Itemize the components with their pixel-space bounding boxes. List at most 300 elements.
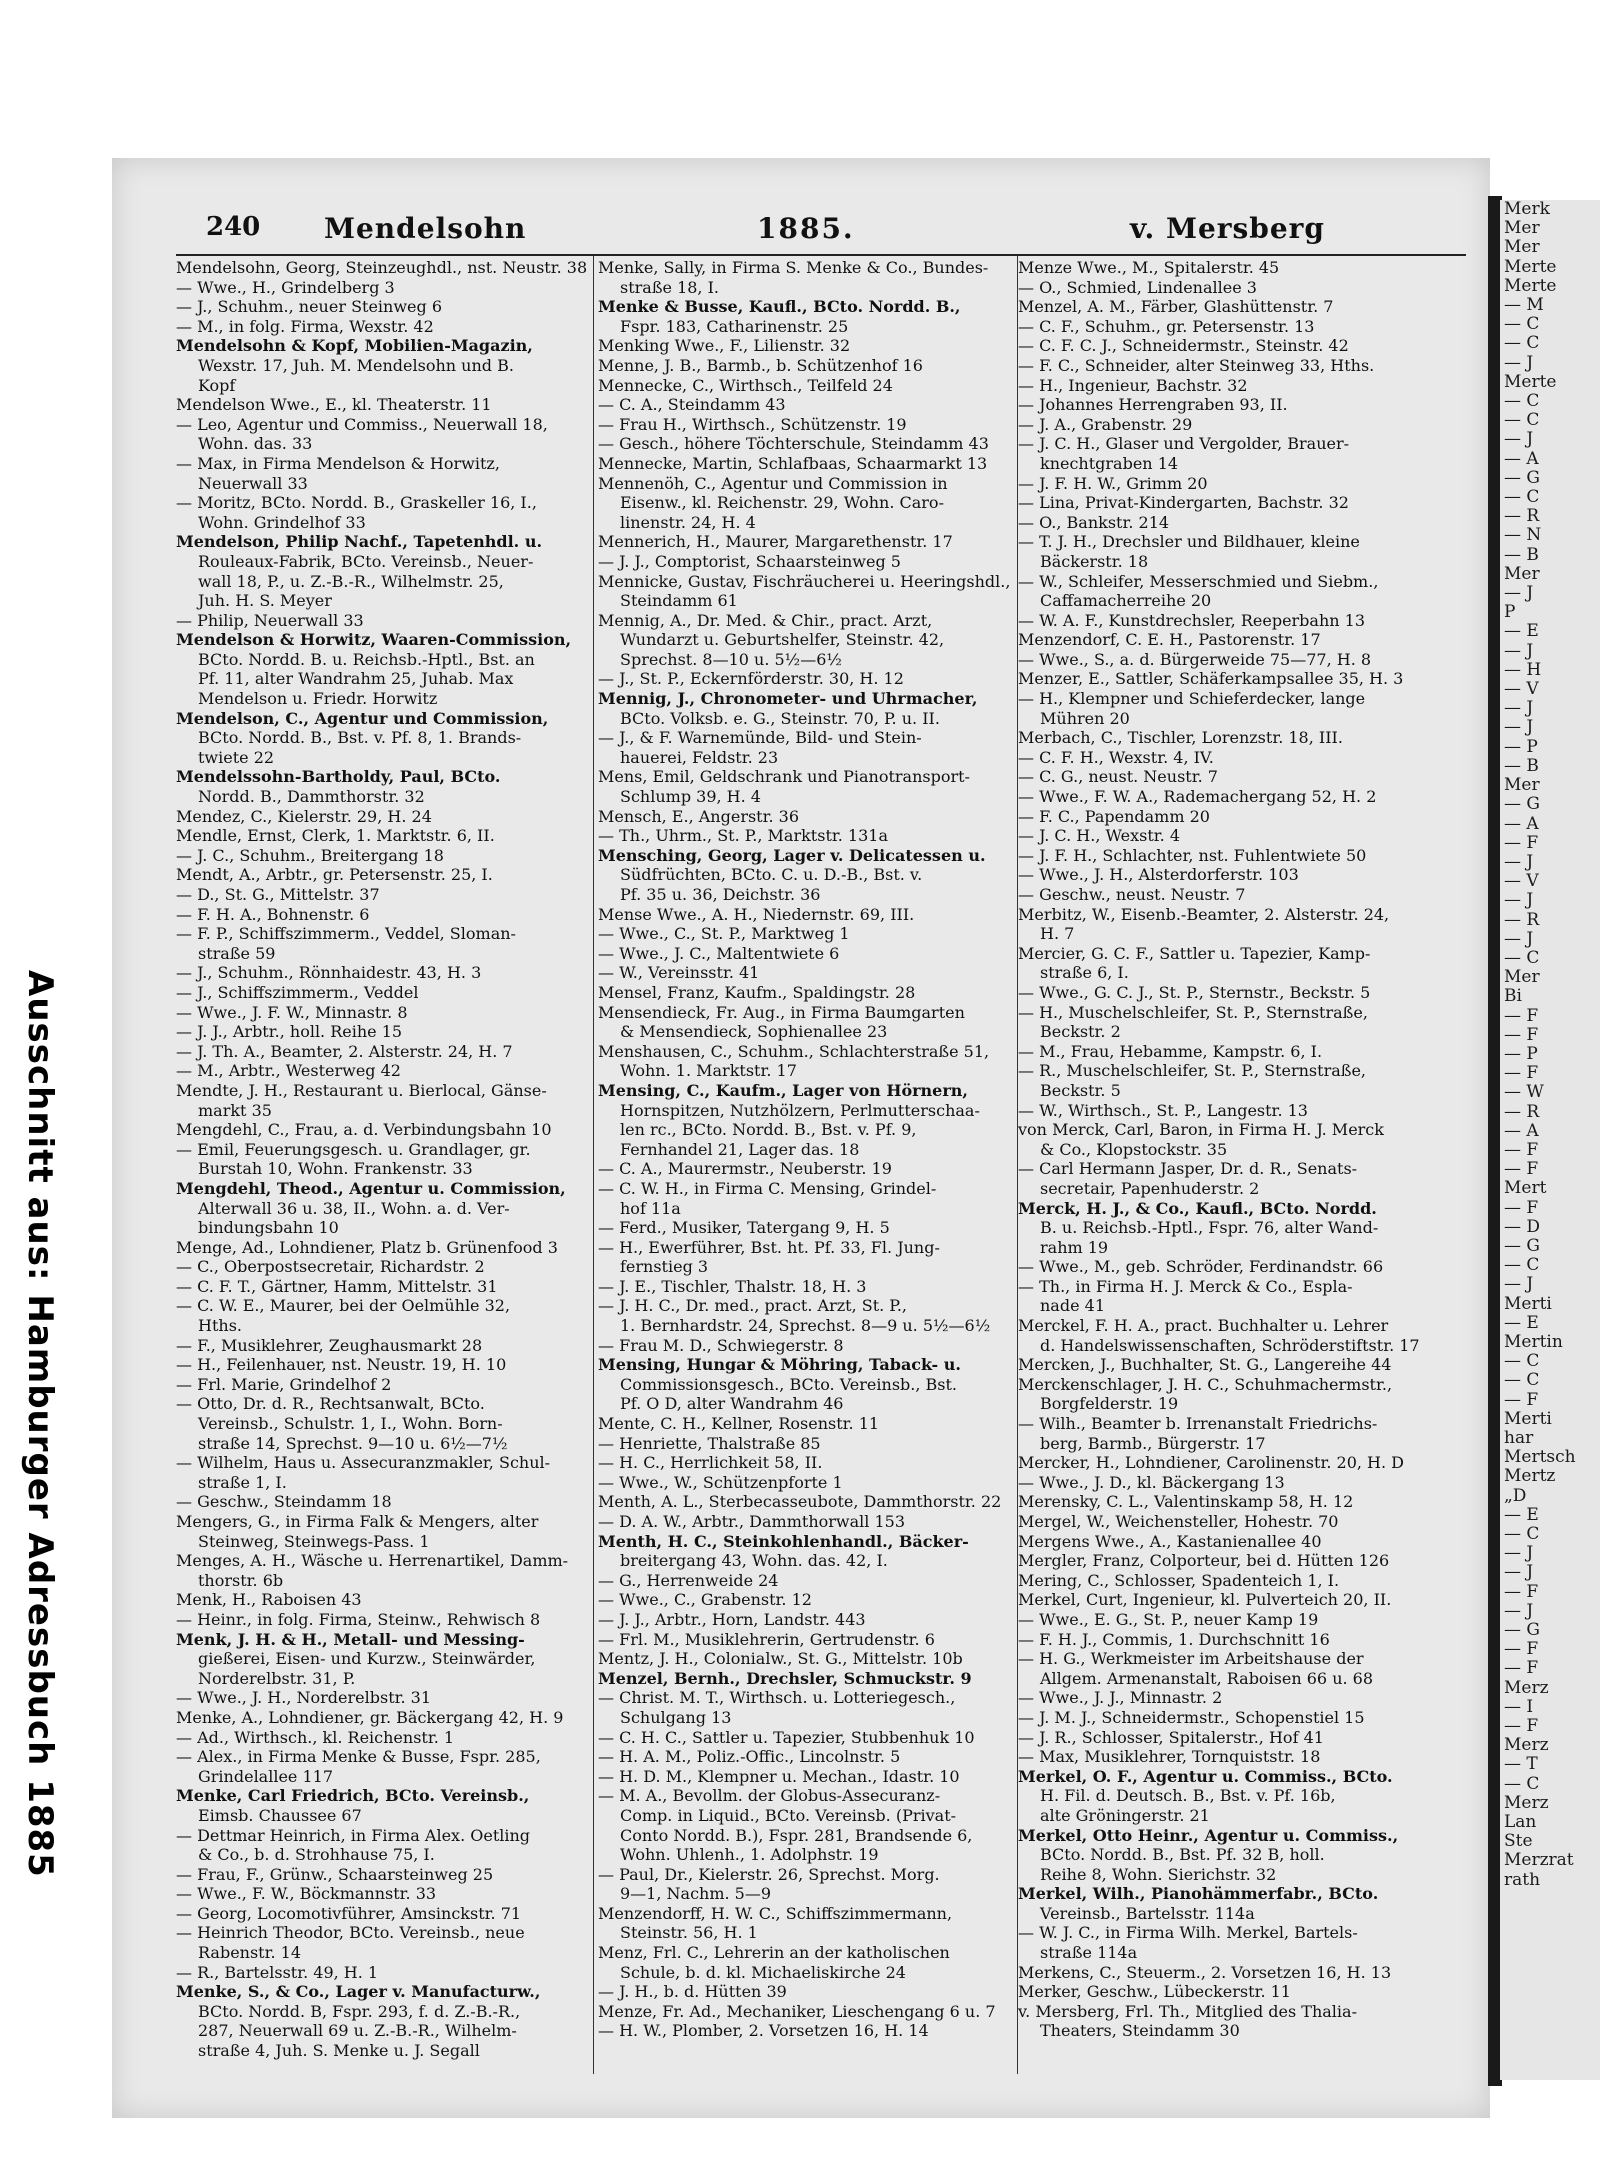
column-divider bbox=[593, 256, 594, 2074]
next-page-line: — C bbox=[1504, 333, 1540, 354]
next-page-line: — C bbox=[1504, 410, 1540, 431]
next-page-line: — J bbox=[1504, 698, 1534, 719]
directory-entry-line: Mens, Emil, Geldschrank und Pianotransport- bbox=[598, 767, 970, 787]
next-page-line: — J bbox=[1504, 1600, 1534, 1621]
directory-entry-line: Mennicke, Gustav, Fischräucherei u. Heeringshdl., bbox=[598, 571, 1011, 591]
directory-entry-line: — Wwe., E. G., St. P., neuer Kamp 19 bbox=[1018, 1609, 1319, 1629]
directory-entry-line: — C. F. C. J., Schneidermstr., Steinstr. 42 bbox=[1018, 336, 1349, 356]
directory-entry-line: BCto. Volksb. e. G., Steinstr. 70, P. u. II. bbox=[620, 708, 940, 728]
directory-entry-line: Rouleaux-Fabrik, BCto. Vereinsb., Neuer- bbox=[198, 551, 534, 571]
next-page-line: — I bbox=[1504, 1696, 1534, 1717]
directory-entry-line: Borgfelderstr. 19 bbox=[1040, 1394, 1179, 1414]
directory-entry-line: — F. C., Schneider, alter Steinweg 33, Hths. bbox=[1018, 355, 1375, 375]
next-page-line: — E bbox=[1504, 1312, 1539, 1333]
directory-entry-line: Wundarzt u. Geburtshelfer, Steinstr. 42, bbox=[620, 630, 945, 650]
directory-column-3 bbox=[1018, 258, 1463, 2088]
directory-entry-line: bindungsbahn 10 bbox=[198, 1218, 339, 1238]
directory-entry-line: — Wwe., J. J., Minnastr. 2 bbox=[1018, 1688, 1223, 1708]
directory-entry-line: secretair, Papenhuderstr. 2 bbox=[1040, 1178, 1260, 1198]
directory-entry-line: — H., Muschelschleifer, St. P., Sternstraße, bbox=[1018, 1002, 1368, 1022]
next-page-line: — R bbox=[1504, 506, 1540, 527]
directory-entry-line: — Henriette, Thalstraße 85 bbox=[598, 1433, 821, 1453]
directory-entry-heading: Menke, S., & Co., Lager v. Manufacturw., bbox=[176, 1982, 541, 2002]
next-page-line: — J bbox=[1504, 1543, 1534, 1564]
directory-entry-line: — D. A. W., Arbtr., Dammthorwall 153 bbox=[598, 1512, 905, 1531]
directory-entry-line: v. Mersberg, Frl. Th., Mitglied des Thalia- bbox=[1018, 2001, 1357, 2021]
directory-entry-line: Merbach, C., Tischler, Lorenzstr. 18, III. bbox=[1018, 728, 1343, 748]
directory-entry-heading: Mendelson, Philip Nachf., Tapetenhdl. u. bbox=[176, 532, 543, 552]
directory-entry-line: — Alex., in Firma Menke & Busse, Fspr. 285, bbox=[176, 1747, 541, 1767]
directory-entry-line: BCto. Nordd. B., Bst. Pf. 32 B, holl. bbox=[1040, 1845, 1325, 1865]
directory-entry-line: — Gesch., höhere Töchterschule, Steindamm 43 bbox=[598, 434, 989, 454]
directory-entry-line: — Wwe., F. W., Böckmannstr. 33 bbox=[176, 1884, 437, 1904]
directory-entry-line: Burstah 10, Wohn. Frankenstr. 33 bbox=[198, 1159, 473, 1179]
directory-entry-line: Menzel, A. M., Färber, Glashüttenstr. 7 bbox=[1018, 297, 1334, 317]
directory-entry-line: Merkel, Curt, Ingenieur, kl. Pulverteich 20, II. bbox=[1018, 1590, 1392, 1610]
directory-entry-line: Vereinsb., Schulstr. 1, I., Wohn. Born- bbox=[198, 1414, 503, 1434]
directory-entry-line: — Wwe., H., Grindelberg 3 bbox=[176, 277, 395, 297]
directory-entry-line: Steinstr. 56, H. 1 bbox=[620, 1923, 758, 1943]
directory-entry-line: Comp. in Liquid., BCto. Vereinsb. (Privat- bbox=[620, 1805, 957, 1825]
next-page-line: — F bbox=[1504, 1139, 1539, 1160]
directory-entry-line: H. 7 bbox=[1040, 924, 1075, 944]
page-header bbox=[112, 212, 1492, 248]
next-page-line: — R bbox=[1504, 909, 1540, 930]
next-page-line: Merte bbox=[1504, 256, 1557, 277]
directory-entry-line: — Leo, Agentur und Commiss., Neuerwall 18, bbox=[176, 414, 548, 434]
next-page-line: — A bbox=[1504, 448, 1539, 469]
directory-entry-line: — Max, Musiklehrer, Tornquiststr. 18 bbox=[1018, 1747, 1321, 1767]
directory-entry-line: Kopf bbox=[198, 375, 236, 395]
directory-entry-heading: Mensing, C., Kaufm., Lager von Hörnern, bbox=[598, 1080, 968, 1100]
directory-entry-line: len rc., BCto. Nordd. B., Bst. v. Pf. 9, bbox=[620, 1120, 917, 1140]
directory-entry-line: — Frau M. D., Schwiegerstr. 8 bbox=[598, 1335, 844, 1355]
directory-entry-line: straße 114a bbox=[1040, 1943, 1138, 1963]
directory-entry-line: — Wilh., Beamter b. Irrenanstalt Friedrichs- bbox=[1018, 1414, 1378, 1434]
directory-entry-line: Mendelsohn, Georg, Steinzeughdl., nst. Neustr. 38 bbox=[176, 258, 588, 277]
directory-entry-line: Allgem. Armenanstalt, Raboisen 66 u. 68 bbox=[1040, 1668, 1374, 1688]
directory-entry-line: — H., Ingenieur, Bachstr. 32 bbox=[1018, 375, 1248, 395]
next-page-line: Merte bbox=[1504, 275, 1557, 296]
next-page-line: — F bbox=[1504, 1197, 1539, 1218]
directory-entry-line: Schule, b. d. kl. Michaeliskirche 24 bbox=[620, 1962, 906, 1982]
directory-entry-line: — Frau H., Wirthsch., Schützenstr. 19 bbox=[598, 414, 907, 434]
next-page-line: — J bbox=[1504, 851, 1534, 872]
directory-entry-line: Menth, A. L., Sterbecasseubote, Dammthorstr. 22 bbox=[598, 1492, 1002, 1512]
directory-entry-heading: Mendelson, C., Agentur und Commission, bbox=[176, 708, 549, 728]
directory-entry-line: — Geschw., Steindamm 18 bbox=[176, 1492, 392, 1512]
directory-entry-line: — F. H. J., Commis, 1. Durchschnitt 16 bbox=[1018, 1629, 1330, 1649]
directory-entry-line: Menke, A., Lohndiener, gr. Bäckergang 42, H. 9 bbox=[176, 1707, 564, 1727]
directory-entry-line: Pf. O D, alter Wandrahm 46 bbox=[620, 1394, 844, 1414]
next-page-line: — C bbox=[1504, 1255, 1540, 1276]
directory-entry-line: — Dettmar Heinrich, in Firma Alex. Oetling bbox=[176, 1825, 531, 1845]
next-page-line: — C bbox=[1504, 314, 1540, 335]
next-page-line: — A bbox=[1504, 1120, 1539, 1141]
directory-entry-line: — Th., Uhrm., St. P., Marktstr. 131a bbox=[598, 826, 889, 846]
directory-entry-line: Caffamacherreihe 20 bbox=[1040, 591, 1212, 611]
directory-entry-line: — Wilhelm, Haus u. Assecuranzmakler, Schul- bbox=[176, 1453, 551, 1473]
directory-entry-line: Eisenw., kl. Reichenstr. 29, Wohn. Caro- bbox=[620, 493, 944, 513]
directory-entry-line: Beckstr. 5 bbox=[1040, 1080, 1121, 1100]
next-page-line: — F bbox=[1504, 1716, 1539, 1737]
next-page-line: — F bbox=[1504, 1063, 1539, 1084]
directory-entry-line: Steinweg, Steinwegs-Pass. 1 bbox=[198, 1531, 430, 1551]
directory-entry-line: Menze, Fr. Ad., Mechaniker, Lieschengang 6 u. 7 bbox=[598, 2001, 996, 2021]
directory-entry-line: straße 1, I. bbox=[198, 1472, 287, 1492]
next-page-line: — G bbox=[1504, 794, 1540, 815]
directory-entry-line: — Wwe., J. C., Maltentwiete 6 bbox=[598, 943, 840, 963]
directory-entry-line: nade 41 bbox=[1040, 1296, 1105, 1316]
next-page-line: — E bbox=[1504, 621, 1539, 642]
directory-entry-line: Merckel, F. H. A., pract. Buchhalter u. Lehrer bbox=[1018, 1316, 1389, 1336]
next-page-line: — W bbox=[1504, 1082, 1544, 1103]
next-page-line: — J bbox=[1504, 640, 1534, 661]
next-page-line: — A bbox=[1504, 813, 1539, 834]
directory-entry-heading: Menke, Carl Friedrich, BCto. Vereinsb., bbox=[176, 1786, 530, 1806]
directory-entry-line: — M. A., Bevollm. der Globus-Assecuranz- bbox=[598, 1786, 941, 1806]
directory-entry-line: — H., Klempner und Schieferdecker, lange bbox=[1018, 689, 1366, 709]
directory-entry-line: — C. F. T., Gärtner, Hamm, Mittelstr. 31 bbox=[176, 1276, 498, 1296]
directory-entry-line: hauerei, Feldstr. 23 bbox=[620, 747, 779, 767]
directory-entry-line: — W., Vereinsstr. 41 bbox=[598, 963, 760, 983]
directory-entry-line: — F., Musiklehrer, Zeughausmarkt 28 bbox=[176, 1335, 483, 1355]
next-page-fragment bbox=[1500, 200, 1600, 2080]
next-page-line: — C bbox=[1504, 1370, 1540, 1391]
directory-entry-line: — W., Schleifer, Messerschmied und Siebm., bbox=[1018, 571, 1379, 591]
directory-entry-line: H. Fil. d. Deutsch. B., Bst. v. Pf. 16b, bbox=[1040, 1786, 1336, 1806]
directory-entry-line: — Wwe., J. D., kl. Bäckergang 13 bbox=[1018, 1472, 1285, 1492]
directory-entry-heading: Mengdehl, Theod., Agentur u. Commission, bbox=[176, 1178, 566, 1198]
directory-entry-line: Eimsb. Chaussee 67 bbox=[198, 1805, 362, 1825]
directory-entry-line: Menze Wwe., M., Spitalerstr. 45 bbox=[1018, 258, 1280, 277]
next-page-line: „D bbox=[1504, 1485, 1527, 1506]
next-page-line: — N bbox=[1504, 525, 1542, 546]
directory-entry-line: Merkens, C., Steuerm., 2. Vorsetzen 16, H. 13 bbox=[1018, 1962, 1392, 1982]
directory-entry-line: Sprechst. 8—10 u. 5½—6½ bbox=[620, 649, 842, 669]
next-page-line: — C bbox=[1504, 1524, 1540, 1545]
directory-entry-line: — O., Bankstr. 214 bbox=[1018, 512, 1170, 532]
directory-entry-line: thorstr. 6b bbox=[198, 1570, 284, 1590]
directory-entry-line: — Wwe., J. F. W., Minnastr. 8 bbox=[176, 1002, 408, 1022]
directory-entry-line: von Merck, Carl, Baron, in Firma H. J. Merck bbox=[1018, 1120, 1384, 1140]
directory-entry-line: berg, Barmb., Bürgerstr. 17 bbox=[1040, 1433, 1266, 1453]
directory-entry-line: — C. G., neust. Neustr. 7 bbox=[1018, 767, 1218, 787]
directory-entry-line: Merbitz, W., Eisenb.-Beamter, 2. Alsterstr. 24, bbox=[1018, 904, 1390, 924]
next-page-line: — J bbox=[1504, 352, 1534, 373]
directory-entry-line: Wexstr. 17, Juh. M. Mendelsohn und B. bbox=[198, 355, 514, 375]
directory-entry-line: Rabenstr. 14 bbox=[198, 1943, 302, 1963]
next-page-line: Mer bbox=[1504, 237, 1540, 258]
directory-entry-line: — H., Feilenhauer, nst. Neustr. 19, H. 10 bbox=[176, 1355, 507, 1375]
next-page-line: Mert bbox=[1504, 1178, 1547, 1199]
directory-entry-line: wall 18, P., u. Z.-B.-R., Wilhelmstr. 25, bbox=[198, 571, 504, 591]
directory-entry-line: Mendte, J. H., Restaurant u. Bierlocal, Gänse- bbox=[176, 1080, 547, 1100]
directory-entry-line: Fspr. 183, Catharinenstr. 25 bbox=[620, 316, 849, 336]
directory-entry-line: — C. H. C., Sattler u. Tapezier, Stubbenhuk 10 bbox=[598, 1727, 975, 1747]
next-page-line: — F bbox=[1504, 1639, 1539, 1660]
next-page-line: — D bbox=[1504, 1216, 1541, 1237]
directory-entry-line: — Wwe., J. H., Alsterdorferstr. 103 bbox=[1018, 865, 1299, 885]
directory-entry-line: Mendez, C., Kielerstr. 29, H. 24 bbox=[176, 806, 432, 826]
directory-entry-line: Mennenöh, C., Agentur und Commission in bbox=[598, 473, 948, 493]
directory-entry-line: Merckenschlager, J. H. C., Schuhmachermstr., bbox=[1018, 1374, 1393, 1394]
directory-entry-line: Conto Nordd. B.), Fspr. 281, Brandsende 6, bbox=[620, 1825, 973, 1845]
next-page-line: har bbox=[1504, 1428, 1534, 1448]
directory-entry-line: — Wwe., F. W. A., Rademachergang 52, H. 2 bbox=[1018, 787, 1377, 807]
directory-entry-line: Merker, Geschw., Lübeckerstr. 11 bbox=[1018, 1982, 1291, 2002]
header-year: 1885. bbox=[757, 212, 855, 245]
next-page-line: — C bbox=[1504, 947, 1540, 968]
next-page-line: — B bbox=[1504, 544, 1539, 565]
directory-entry-line: — J. M. J., Schneidermstr., Schopenstiel 15 bbox=[1018, 1707, 1365, 1727]
directory-entry-line: — Carl Hermann Jasper, Dr. d. R., Senats- bbox=[1018, 1159, 1358, 1179]
directory-entry-line: Mergler, Franz, Colporteur, bei d. Hütten 126 bbox=[1018, 1551, 1390, 1571]
next-page-line: — C bbox=[1504, 1351, 1540, 1372]
directory-entry-heading: Menke & Busse, Kaufl., BCto. Nordd. B., bbox=[598, 297, 961, 317]
next-page-line: — P bbox=[1504, 736, 1538, 757]
directory-entry-line: Steindamm 61 bbox=[620, 591, 738, 611]
directory-entry-line: — Johannes Herrengraben 93, II. bbox=[1018, 395, 1288, 415]
directory-entry-line: — Wwe., S., a. d. Bürgerweide 75—77, H. 8 bbox=[1018, 649, 1372, 669]
next-page-line: Mer bbox=[1504, 218, 1540, 239]
directory-entry-line: Wohn. 1. Marktstr. 17 bbox=[620, 1061, 797, 1081]
directory-column-1 bbox=[176, 258, 591, 2088]
next-page-line: Ste bbox=[1504, 1831, 1533, 1852]
directory-entry-line: — H. W., Plomber, 2. Vorsetzen 16, H. 14 bbox=[598, 2021, 929, 2041]
directory-entry-line: Mensendieck, Fr. Aug., in Firma Baumgarten bbox=[598, 1002, 965, 1022]
directory-entry-line: Schulgang 13 bbox=[620, 1707, 732, 1727]
next-page-line: — B bbox=[1504, 755, 1539, 776]
directory-entry-line: straße 6, I. bbox=[1040, 963, 1129, 983]
directory-entry-heading: Mendelson & Horwitz, Waaren-Commission, bbox=[176, 630, 572, 650]
directory-entry-heading: Mendelssohn-Bartholdy, Paul, BCto. bbox=[176, 767, 501, 787]
directory-entry-line: Pf. 35 u. 36, Deichstr. 36 bbox=[620, 885, 821, 904]
directory-entry-line: — Christ. M. T., Wirthsch. u. Lotteriegesch., bbox=[598, 1688, 956, 1708]
directory-entry-line: Menz, Frl. C., Lehrerin an der katholischen bbox=[598, 1943, 950, 1963]
directory-entry-line: linenstr. 24, H. 4 bbox=[620, 512, 756, 532]
directory-entry-line: — Wwe., G. C. J., St. P., Sternstr., Beckstr. 5 bbox=[1018, 982, 1371, 1002]
directory-entry-line: Menne, J. B., Barmb., b. Schützenhof 16 bbox=[598, 355, 923, 375]
directory-entry-heading: Mendelsohn & Kopf, Mobilien-Magazin, bbox=[176, 336, 533, 356]
directory-entry-line: Mennerich, H., Maurer, Margarethenstr. 17 bbox=[598, 532, 953, 552]
directory-entry-line: — J. A., Grabenstr. 29 bbox=[1018, 414, 1193, 434]
header-first-entry: Mendelsohn bbox=[324, 212, 527, 245]
directory-entry-line: Hornspitzen, Nutzhölzern, Perlmutterschaa- bbox=[620, 1100, 980, 1120]
directory-entry-line: — Ad., Wirthsch., kl. Reichenstr. 1 bbox=[176, 1727, 455, 1747]
next-page-line: — J bbox=[1504, 583, 1534, 604]
next-page-line: — H bbox=[1504, 659, 1542, 680]
directory-entry-line: — J. J., Arbtr., holl. Reihe 15 bbox=[176, 1022, 403, 1042]
directory-entry-line: Mering, C., Schlosser, Spadenteich 1, I. bbox=[1018, 1570, 1340, 1590]
directory-entry-line: Wohn. das. 33 bbox=[198, 434, 313, 454]
directory-entry-heading: Merkel, O. F., Agentur u. Commiss., BCto. bbox=[1018, 1766, 1393, 1786]
directory-entry-line: hof 11a bbox=[620, 1198, 681, 1218]
directory-entry-line: — J. C., Schuhm., Breitergang 18 bbox=[176, 845, 444, 865]
directory-entry-line: — C. A., Maurermstr., Neuberstr. 19 bbox=[598, 1159, 892, 1179]
directory-entry-line: — F. P., Schiffszimmerm., Veddel, Sloman- bbox=[176, 924, 516, 944]
directory-entry-line: — J. F. H., Schlachter, nst. Fuhlentwiete 50 bbox=[1018, 845, 1367, 865]
directory-entry-line: Mengers, G., in Firma Falk & Mengers, alter bbox=[176, 1512, 539, 1531]
directory-entry-line: — Philip, Neuerwall 33 bbox=[176, 610, 364, 630]
directory-entry-line: Menke, Sally, in Firma S. Menke & Co., Bundes- bbox=[598, 258, 989, 277]
next-page-line: Merte bbox=[1504, 371, 1557, 392]
directory-entry-line: — C. F. H., Wexstr. 4, IV. bbox=[1018, 747, 1214, 767]
directory-entry-line: — O., Schmied, Lindenallee 3 bbox=[1018, 277, 1257, 297]
directory-entry-line: Menk, H., Raboisen 43 bbox=[176, 1590, 362, 1610]
directory-entry-line: Nordd. B., Dammthorstr. 32 bbox=[198, 787, 425, 807]
directory-entry-line: — Geschw., neust. Neustr. 7 bbox=[1018, 885, 1246, 904]
directory-entry-line: — C. W. E., Maurer, bei der Oelmühle 32, bbox=[176, 1296, 511, 1316]
next-page-line: Merz bbox=[1504, 1677, 1549, 1698]
next-page-line: — G bbox=[1504, 467, 1540, 488]
next-page-line: — P bbox=[1504, 1043, 1538, 1064]
directory-entry-line: — T. J. H., Drechsler und Bildhauer, kleine bbox=[1018, 532, 1360, 552]
directory-entry-line: — Frl. M., Musiklehrerin, Gertrudenstr. 6 bbox=[598, 1629, 935, 1649]
directory-entry-line: Reihe 8, Wohn. Sierichstr. 32 bbox=[1040, 1864, 1277, 1884]
directory-entry-line: Theaters, Steindamm 30 bbox=[1040, 2021, 1240, 2041]
directory-entry-line: Mense Wwe., A. H., Niedernstr. 69, III. bbox=[598, 904, 915, 924]
directory-entry-line: — J., & F. Warnemünde, Bild- und Stein- bbox=[598, 728, 922, 748]
directory-entry-heading: Menk, J. H. & H., Metall- und Messing- bbox=[176, 1629, 525, 1649]
directory-entry-line: — H. C., Herrlichkeit 58, II. bbox=[598, 1453, 823, 1473]
directory-entry-line: — M., Arbtr., Westerweg 42 bbox=[176, 1061, 401, 1081]
directory-entry-line: — Georg, Locomotivführer, Amsinckstr. 71 bbox=[176, 1903, 522, 1923]
header-rule bbox=[176, 254, 1466, 256]
directory-entry-line: — Wwe., M., geb. Schröder, Ferdinandstr. 66 bbox=[1018, 1257, 1384, 1277]
directory-entry-line: alte Gröningerstr. 21 bbox=[1040, 1805, 1210, 1825]
directory-entry-line: straße 14, Sprechst. 9—10 u. 6½—7½ bbox=[198, 1433, 508, 1453]
directory-entry-line: — J. C. H., Wexstr. 4 bbox=[1018, 826, 1180, 846]
directory-entry-line: & Co., Klopstockstr. 35 bbox=[1040, 1139, 1228, 1159]
directory-entry-line: — C. F., Schuhm., gr. Petersenstr. 13 bbox=[1018, 316, 1315, 336]
directory-entry-line: Beckstr. 2 bbox=[1040, 1022, 1121, 1042]
directory-entry-line: B. u. Reichsb.-Hptl., Fspr. 76, alter Wand- bbox=[1040, 1218, 1379, 1238]
directory-entry-line: Neuerwall 33 bbox=[198, 473, 308, 493]
directory-entry-line: Menzendorff, H. W. C., Schiffszimmermann, bbox=[598, 1903, 953, 1923]
next-page-line: Mer bbox=[1504, 775, 1540, 796]
next-page-line: — J bbox=[1504, 429, 1534, 450]
directory-entry-line: — Heinrich Theodor, BCto. Vereinsb., neue bbox=[176, 1923, 525, 1943]
directory-entry-line: — Emil, Feuerungsgesch. u. Grandlager, gr. bbox=[176, 1139, 531, 1159]
directory-entry-line: — J. J., Comptorist, Schaarsteinweg 5 bbox=[598, 551, 901, 571]
directory-entry-line: twiete 22 bbox=[198, 747, 275, 767]
next-page-line: — G bbox=[1504, 1235, 1540, 1256]
directory-entry-line: Menzer, E., Sattler, Schäferkampsallee 35, H. 3 bbox=[1018, 669, 1404, 689]
directory-entry-line: — Frl. Marie, Grindelhof 2 bbox=[176, 1374, 392, 1394]
directory-entry-line: 287, Neuerwall 69 u. Z.-B.-R., Wilhelm- bbox=[198, 2021, 517, 2041]
directory-entry-heading: Mennig, J., Chronometer- und Uhrmacher, bbox=[598, 689, 978, 709]
next-page-line: — J bbox=[1504, 890, 1534, 911]
side-label: Ausschnitt aus: Hamburger Adressbuch 1885 bbox=[20, 970, 60, 1878]
directory-entry-line: — Paul, Dr., Kielerstr. 26, Sprechst. Morg. bbox=[598, 1864, 940, 1884]
next-page-line: — F bbox=[1504, 832, 1539, 853]
directory-entry-line: — R., Bartelsstr. 49, H. 1 bbox=[176, 1962, 379, 1982]
directory-entry-line: Mendt, A., Arbtr., gr. Petersenstr. 25, I. bbox=[176, 865, 493, 885]
directory-entry-line: Mensch, E., Angerstr. 36 bbox=[598, 806, 800, 826]
next-page-line: — C bbox=[1504, 1773, 1540, 1794]
next-page-line: Mertz bbox=[1504, 1466, 1556, 1487]
directory-entry-line: breitergang 43, Wohn. das. 42, I. bbox=[620, 1551, 888, 1571]
directory-entry-line: — H. A. M., Poliz.-Offic., Lincolnstr. 5 bbox=[598, 1747, 901, 1767]
directory-entry-line: — W., Wirthsch., St. P., Langestr. 13 bbox=[1018, 1100, 1308, 1120]
directory-entry-line: gießerei, Eisen- und Kurzw., Steinwärder, bbox=[198, 1649, 536, 1669]
next-page-line: — G bbox=[1504, 1620, 1540, 1641]
directory-entry-line: — J. Th. A., Beamter, 2. Alsterstr. 24, H. 7 bbox=[176, 1041, 513, 1061]
directory-entry-line: Grindelallee 117 bbox=[198, 1766, 334, 1786]
directory-entry-line: Mühren 20 bbox=[1040, 708, 1130, 728]
directory-column-2 bbox=[598, 258, 1018, 2088]
next-page-line: — F bbox=[1504, 1658, 1539, 1679]
directory-entry-line: Wohn. Grindelhof 33 bbox=[198, 512, 366, 532]
next-page-line: — V bbox=[1504, 679, 1539, 700]
next-page-line: Bi bbox=[1504, 986, 1522, 1007]
directory-entry-line: Fernhandel 21, Lager das. 18 bbox=[620, 1139, 860, 1159]
directory-entry-line: & Mensendieck, Sophienallee 23 bbox=[620, 1022, 888, 1042]
next-page-line: — M bbox=[1504, 295, 1544, 316]
directory-entry-line: Mendelson u. Friedr. Horwitz bbox=[198, 689, 438, 709]
next-page-line: — R bbox=[1504, 1101, 1540, 1122]
next-page-line: Merz bbox=[1504, 1792, 1549, 1813]
directory-entry-line: — C. A., Steindamm 43 bbox=[598, 395, 786, 415]
directory-entry-line: 9—1, Nachm. 5—9 bbox=[620, 1884, 772, 1904]
next-page-line: Merzrat bbox=[1504, 1850, 1574, 1871]
directory-entry-line: Alterwall 36 u. 38, II., Wohn. a. d. Ver- bbox=[198, 1198, 510, 1218]
directory-entry-line: Vereinsb., Bartelsstr. 114a bbox=[1040, 1903, 1255, 1923]
directory-entry-line: — Th., in Firma H. J. Merck & Co., Espla- bbox=[1018, 1276, 1353, 1296]
directory-entry-heading: Merkel, Otto Heinr., Agentur u. Commiss., bbox=[1018, 1825, 1399, 1845]
directory-entry-line: Hths. bbox=[198, 1316, 242, 1336]
directory-entry-line: — J. J., Arbtr., Horn, Landstr. 443 bbox=[598, 1609, 866, 1629]
directory-entry-line: — M., in folg. Firma, Wexstr. 42 bbox=[176, 316, 434, 336]
directory-entry-line: — J., St. P., Eckernförderstr. 30, H. 12 bbox=[598, 669, 904, 689]
directory-entry-line: Merensky, C. L., Valentinskamp 58, H. 12 bbox=[1018, 1492, 1354, 1512]
directory-entry-line: Mennecke, C., Wirthsch., Teilfeld 24 bbox=[598, 375, 893, 395]
directory-entry-line: — W. J. C., in Firma Wilh. Merkel, Bartels- bbox=[1018, 1923, 1358, 1943]
directory-entry-line: Mergel, W., Weichensteller, Hohestr. 70 bbox=[1018, 1512, 1339, 1531]
directory-entry-line: BCto. Nordd. B, Fspr. 293, f. d. Z.-B.-R., bbox=[198, 2001, 521, 2021]
directory-entry-line: — H. D. M., Klempner u. Mechan., Idastr. 10 bbox=[598, 1766, 960, 1786]
next-page-line: — C bbox=[1504, 487, 1540, 508]
directory-entry-line: — J., Schuhm., neuer Steinweg 6 bbox=[176, 297, 443, 317]
directory-entry-line: BCto. Nordd. B., Bst. v. Pf. 8, 1. Brands- bbox=[198, 728, 522, 748]
directory-entry-line: — Lina, Privat-Kindergarten, Bachstr. 32 bbox=[1018, 493, 1349, 513]
next-page-line: Merti bbox=[1504, 1293, 1552, 1314]
next-page-line: — J bbox=[1504, 928, 1534, 949]
next-page-line: P bbox=[1504, 602, 1516, 623]
directory-entry-line: 1. Bernhardstr. 24, Sprechst. 8—9 u. 5½—6½ bbox=[620, 1316, 991, 1336]
directory-entry-line: Juh. H. S. Meyer bbox=[198, 591, 332, 611]
directory-entry-line: Commissionsgesch., BCto. Vereinsb., Bst. bbox=[620, 1374, 958, 1394]
directory-entry-line: Südfrüchten, BCto. C. u. D.-B., Bst. v. bbox=[620, 865, 923, 885]
directory-entry-line: — Wwe., C., St. P., Marktweg 1 bbox=[598, 924, 850, 944]
next-page-line: Mer bbox=[1504, 563, 1540, 584]
directory-entry-heading: Mensing, Hungar & Möhring, Taback- u. bbox=[598, 1355, 961, 1375]
directory-entry-heading: Mensching, Georg, Lager v. Delicatessen u. bbox=[598, 845, 986, 865]
directory-entry-heading: Merkel, Wilh., Pianohämmerfabr., BCto. bbox=[1018, 1884, 1379, 1904]
directory-entry-line: Mennecke, Martin, Schlafbaas, Schaarmarkt 13 bbox=[598, 453, 988, 473]
next-page-line: Mertsch bbox=[1504, 1447, 1576, 1468]
next-page-line: Mer bbox=[1504, 967, 1540, 988]
directory-entry-line: — C., Oberpostsecretair, Richardstr. 2 bbox=[176, 1257, 485, 1277]
directory-entry-line: — Frau, F., Grünw., Schaarsteinweg 25 bbox=[176, 1864, 494, 1884]
next-page-line: — F bbox=[1504, 1389, 1539, 1410]
directory-entry-line: fernstieg 3 bbox=[620, 1257, 709, 1277]
directory-entry-line: Mercker, H., Lohndiener, Carolinenstr. 20, H. D bbox=[1018, 1453, 1404, 1473]
next-page-line: — V bbox=[1504, 871, 1539, 892]
next-page-line: — F bbox=[1504, 1024, 1539, 1045]
directory-entry-line: — Wwe., C., Grabenstr. 12 bbox=[598, 1590, 812, 1610]
